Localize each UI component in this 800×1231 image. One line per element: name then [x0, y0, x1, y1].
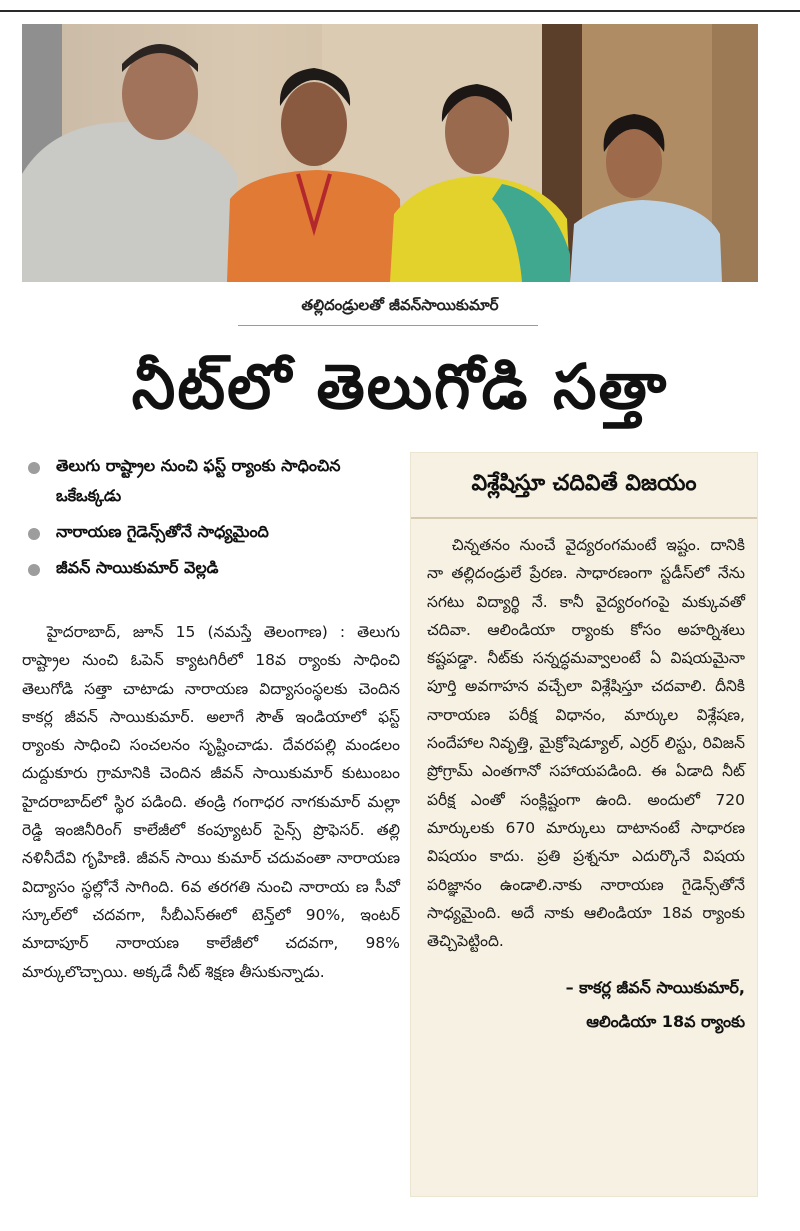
- caption-divider: [238, 325, 538, 326]
- highlight-item: [22, 517, 402, 547]
- highlight-text: తెలుగు రాష్ట్రాల నుంచి ఫస్ట్ ర్యాంకు సాధించిన ఒకేఒక్కడు: [56, 456, 341, 505]
- bullet-icon: [28, 564, 40, 576]
- highlight-text: నారాయణ గైడెన్స్‌తోనే సాధ్యమైంది: [56, 522, 269, 541]
- signature: [411, 955, 757, 1039]
- sidebar-quote: చిన్నతనం నుంచే వైద్యరంగమంటే ఇష్టం. దానికి నా తల్లిదండ్రులే ప్రేరణ. సాధారణంగా స్టడీస్‌లో నేను సగటు విద్యార్థి నే. కానీ వైద్యరంగంపై మక్కువతో చదివా. ఆలిండియా ర్యాంకు కోసం అహర్నిశలు కష్టపడ్డా. నీట్‌కు సన్నద్ధమవ్వాలంటే ఏ విషయమైనా పూర్తి అవగాహన వచ్చేలా విశ్లేషిస్తూ చదవాలి. దీనికి నారాయణ పరీక్ష విధానం, మార్కుల విశ్లేషణ, సందేహాల నివృత్తి, మైక్రోషెడ్యూల్, ఎర్రర్ లిస్టు, రివిజన్ ప్రోగ్రామ్ ఎంతగానో సహాయపడింది. ఈ ఏడాది నీట్ పరీక్ష ఎంతో సంక్లిష్టంగా ఉంది. అందులో 720 మార్కులకు 670 మార్కులు దాటానంటే సాధారణ విషయం కాదు. ప్రతి ప్రశ్ననూ ఎదుర్కొనే విషయ పరిజ్ఞానం ఉండాలి.నాకు నారాయణ గైడెన్స్‌తోనే సాధ్యమైంది. అదే నాకు ఆలిండియా 18వ ర్యాంకు తెచ్చిపెట్టింది.: [427, 536, 745, 951]
- bullet-icon: [28, 528, 40, 540]
- top-rule: [0, 10, 800, 12]
- article-body: హైదరాబాద్, జూన్ 15 (నమస్తే తెలంగాణ) : తెలుగు రాష్ట్రాల నుంచి ఓపెన్ క్యాటగిరీలో 18వ ర్యాంకు సాధించి తెలుగోడి సత్తా చాటాడు నారాయణ విద్యాసంస్థలకు చెందిన కాకర్ల జీవన్ సాయికుమార్. అలాగే సౌత్ ఇండియాలో ఫస్ట్ ర్యాంకు సాధించి సంచలనం సృష్టించాడు. దేవరపల్లి మండలం దుద్దుకూరు గ్రామానికి చెందిన జీవన్ సాయికుమార్ కుటుంబం హైదరాబాద్‌లో స్థిర పడింది. తండ్రి గంగాధర నాగకుమార్ మల్లా రెడ్డి ఇంజినీరింగ్ కాలేజీలో కంప్యూటర్ సైన్స్ ప్రొఫెసర్. తల్లి నళినీదేవి గృహిణి. జీవన్ సాయి కుమార్ చదువంతా నారాయణ విద్యాసం స్థల్లోనే సాగింది. 6వ తరగతి నుంచి నారాయ ణ సీవో స్కూల్‌లో చదవగా, సీబీఎస్ఈలో టెన్త్‌లో 90%, ఇంటర్ మాదాపూర్ నారాయణ కాలేజీలో చదవగా, 98% మార్కులొచ్చాయి. అక్కడే నీట్ శిక్షణ తీసుకున్నాడు.: [22, 623, 400, 981]
- bullet-icon: [28, 462, 40, 474]
- sidebar-title: విశ్లేషిస్తూ చదివితే విజయం: [471, 471, 697, 496]
- signature-name: – కాకర్ల జీవన్ సాయికుమార్,: [565, 978, 745, 998]
- highlight-text: జీవన్ సాయికుమార్ వెల్లడి: [56, 558, 219, 577]
- family-photo-illustration: [22, 24, 758, 282]
- highlights-list: [22, 451, 402, 583]
- quote-sidebar: [410, 452, 758, 1197]
- highlight-item: [22, 451, 402, 511]
- highlight-item: [22, 553, 402, 583]
- signature-rank: ఆలిండియా 18వ ర్యాంకు: [586, 1012, 745, 1032]
- family-photo: [22, 24, 758, 282]
- photo-caption: తల్లిదండ్రులతో జీవన్‌సాయికుమార్: [301, 296, 499, 314]
- headline: నీట్‌లో తెలుగోడి సత్తా: [131, 350, 669, 423]
